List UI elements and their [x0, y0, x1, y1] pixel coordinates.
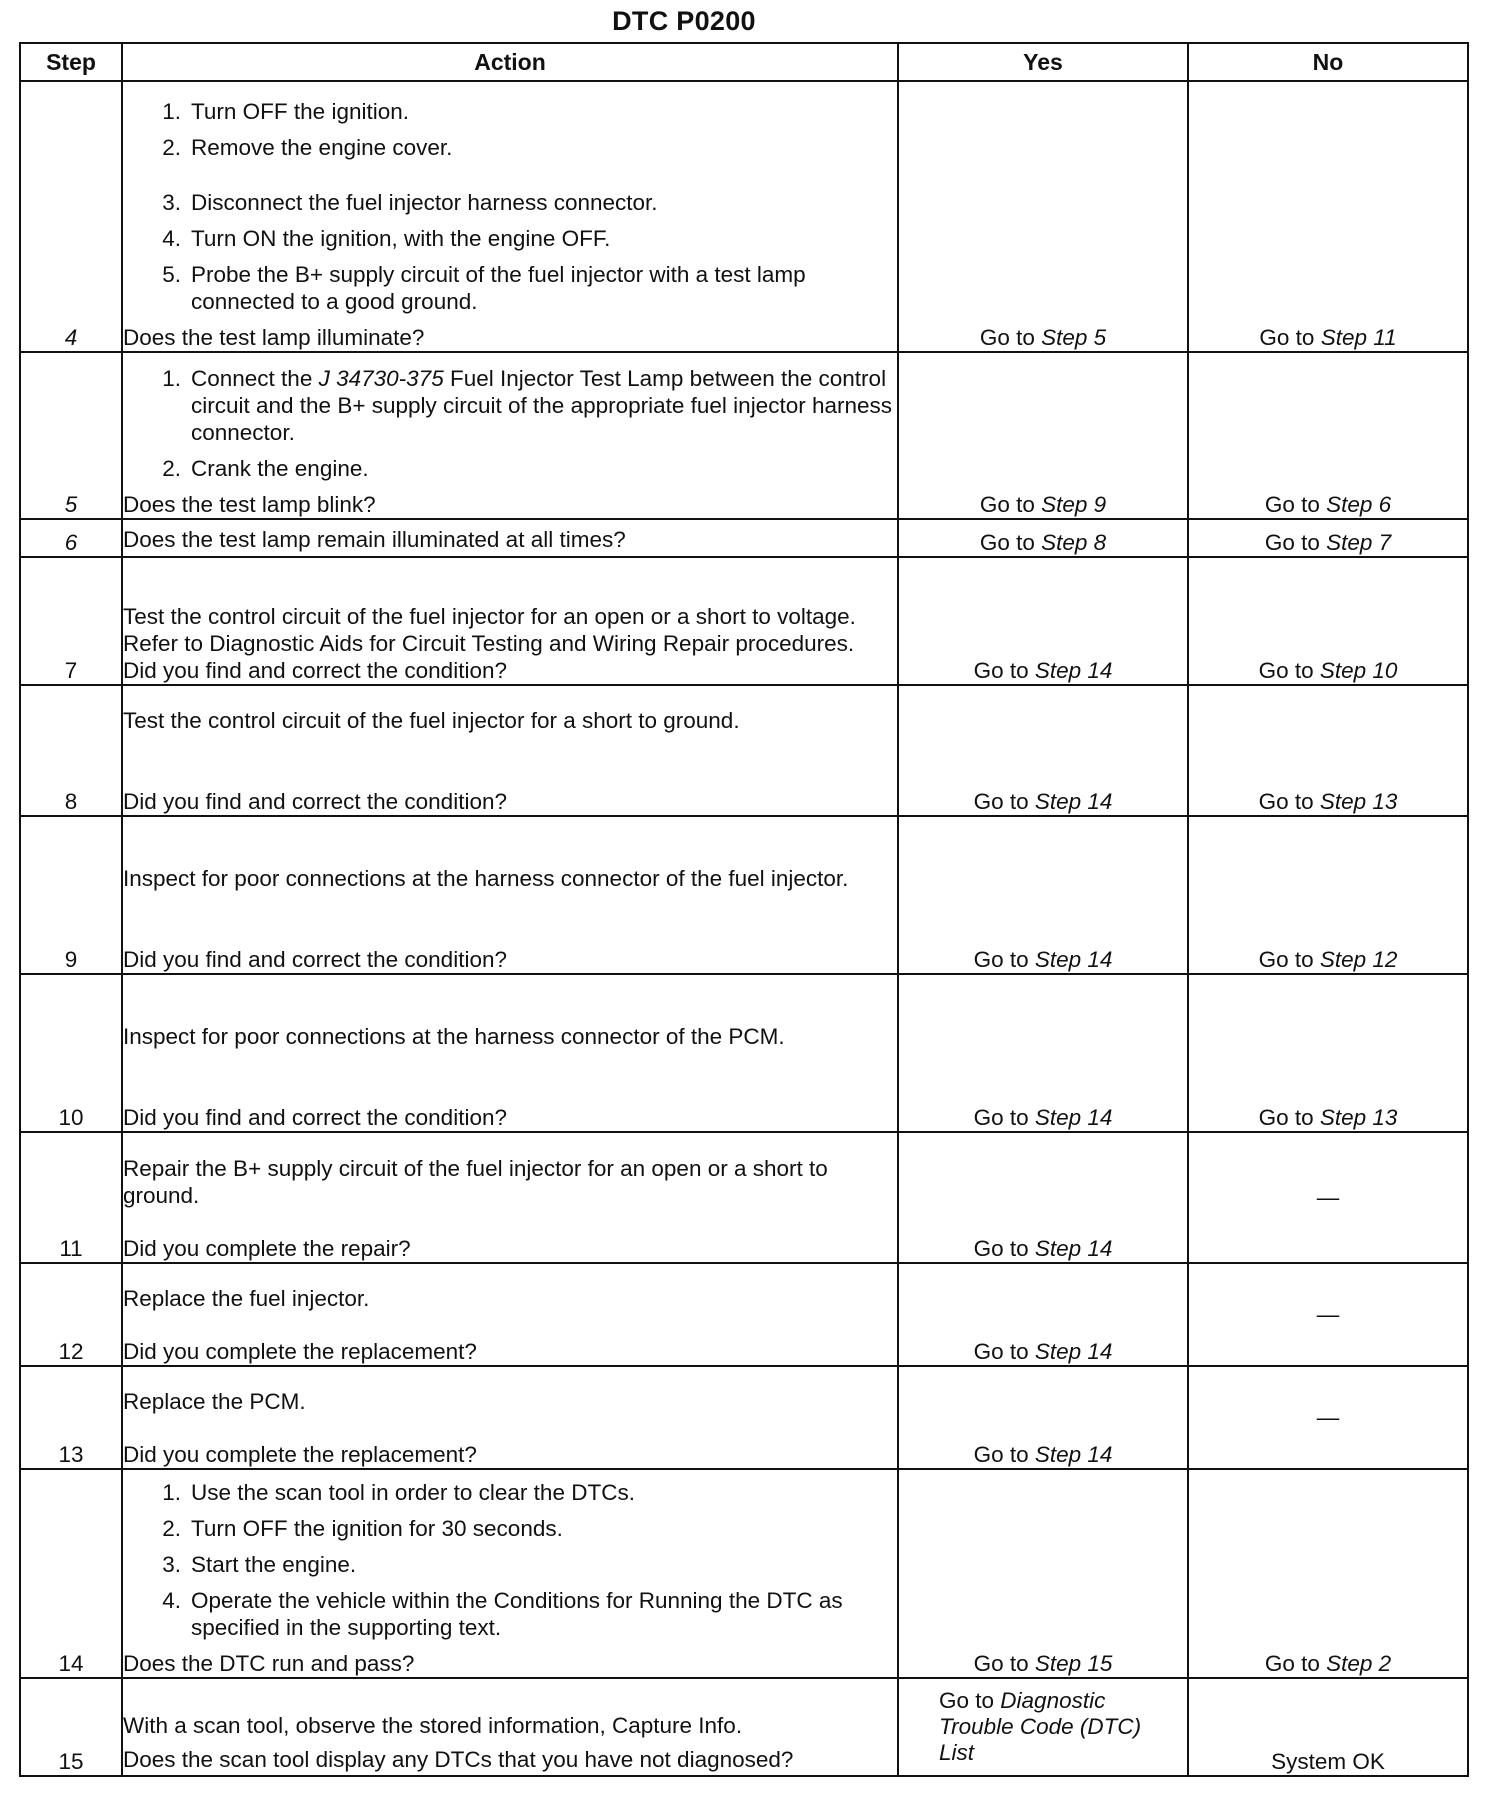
yes-target-step: Step 14	[1034, 1236, 1113, 1261]
yes-target-step: Step 8	[1041, 530, 1107, 555]
no-target-step: Step 2	[1326, 1651, 1392, 1676]
no-cell: Go to Step 13	[1188, 685, 1468, 816]
question-text: Does the test lamp remain illuminated at all times?	[123, 527, 626, 552]
dash-mark: —	[1316, 1405, 1340, 1430]
no-cell	[1188, 1132, 1468, 1263]
no-cell	[1188, 1678, 1468, 1776]
yes-cell: Go to Step 14	[898, 1263, 1188, 1366]
table-row	[20, 519, 1468, 557]
action-cell	[122, 519, 898, 557]
no-cell: Go to Step 11	[1188, 81, 1468, 352]
question-text: Does the test lamp illuminate?	[123, 325, 425, 350]
yes-cell: Go to Step 14	[898, 1366, 1188, 1469]
action-text: Replace the fuel injector.	[123, 1286, 370, 1311]
no-target-step: Step 13	[1319, 789, 1398, 814]
table-row	[20, 1132, 1468, 1263]
list-item: Remove the engine cover.	[191, 135, 453, 160]
step-number: 11	[20, 1132, 122, 1263]
list-number: 5.	[162, 262, 181, 287]
no-target-step: Step 13	[1319, 1105, 1398, 1130]
no-cell: Go to Step 2	[1188, 1469, 1468, 1678]
yes-target-step: Step 9	[1041, 492, 1107, 517]
table-row	[20, 1263, 1468, 1366]
header-step: Step	[20, 43, 122, 81]
step-number: 10	[20, 974, 122, 1132]
yes-cell: Go to Step 14	[898, 685, 1188, 816]
action-text: Repair the B+ supply circuit of the fuel injector for an open or a short to ground.	[123, 1156, 828, 1208]
yes-cell: Go to Step 15	[898, 1469, 1188, 1678]
dash-mark: —	[1316, 1185, 1340, 1210]
list-number: 1.	[162, 366, 181, 391]
step-number: 15	[20, 1678, 122, 1776]
list-item: Start the engine.	[191, 1552, 357, 1577]
action-cell	[122, 1132, 898, 1263]
list-number: 1.	[162, 1480, 181, 1505]
list-item: Use the scan tool in order to clear the DTCs.	[191, 1480, 635, 1505]
step-number: 4	[20, 81, 122, 352]
action-text: Replace the PCM.	[123, 1389, 306, 1414]
yes-target-step: Step 14	[1034, 658, 1113, 683]
yes-target-step: Step 14	[1034, 1339, 1113, 1364]
list-number: 4.	[162, 1588, 181, 1613]
table-row	[20, 1469, 1468, 1678]
action-cell	[122, 1469, 898, 1678]
action-text: Test the control circuit of the fuel injector for an open or a short to voltage. Refer to Diagnostic Aids for Circuit Testing and Wiring Repair procedures.	[123, 604, 856, 656]
table-row	[20, 557, 1468, 685]
header-no: No	[1188, 43, 1468, 81]
no-cell	[1188, 1263, 1468, 1366]
yes-target-list: Diagnostic Trouble Code (DTC) List	[939, 1688, 1142, 1765]
document-title: DTC P0200	[612, 6, 756, 36]
question-text: Did you complete the repair?	[123, 1236, 411, 1261]
question-text: Did you complete the replacement?	[123, 1442, 477, 1467]
action-text: Inspect for poor connections at the harness connector of the fuel injector.	[123, 866, 849, 891]
action-cell	[122, 352, 898, 519]
yes-target-step: Step 14	[1034, 789, 1113, 814]
no-target-step: Step 6	[1326, 492, 1392, 517]
no-cell: Go to Step 12	[1188, 816, 1468, 974]
no-target-step: Step 10	[1319, 658, 1398, 683]
table-row	[20, 1366, 1468, 1469]
action-cell	[122, 974, 898, 1132]
list-item: Turn ON the ignition, with the engine OFF.	[191, 226, 611, 251]
list-item: Probe the B+ supply circuit of the fuel injector with a test lamp connected to a good ground.	[191, 262, 806, 314]
yes-target-step: Step 14	[1034, 947, 1113, 972]
list-item: Turn OFF the ignition for 30 seconds.	[191, 1516, 563, 1541]
list-number: 2.	[162, 456, 181, 481]
step-number: 12	[20, 1263, 122, 1366]
system-ok-text: System OK	[1271, 1749, 1385, 1774]
table-row	[20, 352, 1468, 519]
no-cell: Go to Step 10	[1188, 557, 1468, 685]
no-target-step: Step 12	[1319, 947, 1398, 972]
list-number: 1.	[162, 99, 181, 124]
dash-mark: —	[1316, 1302, 1340, 1327]
no-cell: Go to Step 7	[1188, 519, 1468, 557]
question-text: Did you find and correct the condition?	[123, 789, 507, 814]
no-target-step: Step 11	[1320, 325, 1397, 350]
action-text: Test the control circuit of the fuel injector for a short to ground.	[123, 708, 740, 733]
list-number: 4.	[162, 226, 181, 251]
yes-cell: Go to Diagnostic Trouble Code (DTC) List	[898, 1678, 1188, 1776]
list-item: Operate the vehicle within the Conditions for Running the DTC as specified in the supporting text.	[191, 1588, 843, 1640]
yes-cell: Go to Step 9	[898, 352, 1188, 519]
list-number: 2.	[162, 1516, 181, 1541]
step-number: 13	[20, 1366, 122, 1469]
table-row	[20, 816, 1468, 974]
question-text: Did you find and correct the condition?	[123, 947, 507, 972]
question-text: Did you complete the replacement?	[123, 1339, 477, 1364]
table-row	[20, 81, 1468, 352]
no-cell	[1188, 1366, 1468, 1469]
action-cell	[122, 1366, 898, 1469]
table-row	[20, 1678, 1468, 1776]
list-number: 2.	[162, 135, 181, 160]
action-cell	[122, 1678, 898, 1776]
action-cell	[122, 816, 898, 974]
step-number: 14	[20, 1469, 122, 1678]
yes-cell: Go to Step 14	[898, 1132, 1188, 1263]
list-item: Turn OFF the ignition.	[191, 99, 410, 124]
list-item: Connect the J 34730-375 Fuel Injector Test Lamp between the control circuit and the B+ supply circuit of the appropriate fuel injector harness connector.	[191, 366, 893, 445]
question-text: Does the test lamp blink?	[123, 492, 376, 517]
yes-cell: Go to Step 5	[898, 81, 1188, 352]
question-text: Did you find and correct the condition?	[123, 1105, 507, 1130]
yes-target-step: Step 5	[1041, 325, 1107, 350]
no-cell: Go to Step 6	[1188, 352, 1468, 519]
table-row	[20, 685, 1468, 816]
question-text: Does the scan tool display any DTCs that you have not diagnosed?	[123, 1747, 794, 1772]
step-number: 5	[20, 352, 122, 519]
step-number: 7	[20, 557, 122, 685]
question-text: Did you find and correct the condition?	[123, 658, 507, 683]
yes-target-step: Step 14	[1034, 1442, 1113, 1467]
list-number: 3.	[162, 1552, 181, 1577]
action-cell	[122, 685, 898, 816]
yes-cell: Go to Step 14	[898, 816, 1188, 974]
yes-target-step: Step 14	[1034, 1105, 1113, 1130]
yes-target-step: Step 15	[1034, 1651, 1113, 1676]
list-number: 3.	[162, 190, 181, 215]
header-yes: Yes	[898, 43, 1188, 81]
yes-cell: Go to Step 8	[898, 519, 1188, 557]
diagnostic-table	[19, 42, 1469, 1777]
step-number: 9	[20, 816, 122, 974]
list-item: Crank the engine.	[191, 456, 369, 481]
step-number: 6	[20, 519, 122, 557]
action-text: Inspect for poor connections at the harness connector of the PCM.	[123, 1024, 785, 1049]
action-cell	[122, 1263, 898, 1366]
table-header-row	[20, 43, 1468, 81]
list-item: Disconnect the fuel injector harness connector.	[191, 190, 658, 215]
action-text: With a scan tool, observe the stored information, Capture Info.	[123, 1713, 743, 1738]
table-row	[20, 974, 1468, 1132]
step-number: 8	[20, 685, 122, 816]
header-action: Action	[122, 43, 898, 81]
action-cell	[122, 557, 898, 685]
yes-cell: Go to Step 14	[898, 974, 1188, 1132]
no-cell: Go to Step 13	[1188, 974, 1468, 1132]
no-target-step: Step 7	[1326, 530, 1392, 555]
question-text: Does the DTC run and pass?	[123, 1651, 415, 1676]
yes-cell: Go to Step 14	[898, 557, 1188, 685]
tool-number: J 34730-375	[318, 366, 444, 391]
action-cell	[122, 81, 898, 352]
